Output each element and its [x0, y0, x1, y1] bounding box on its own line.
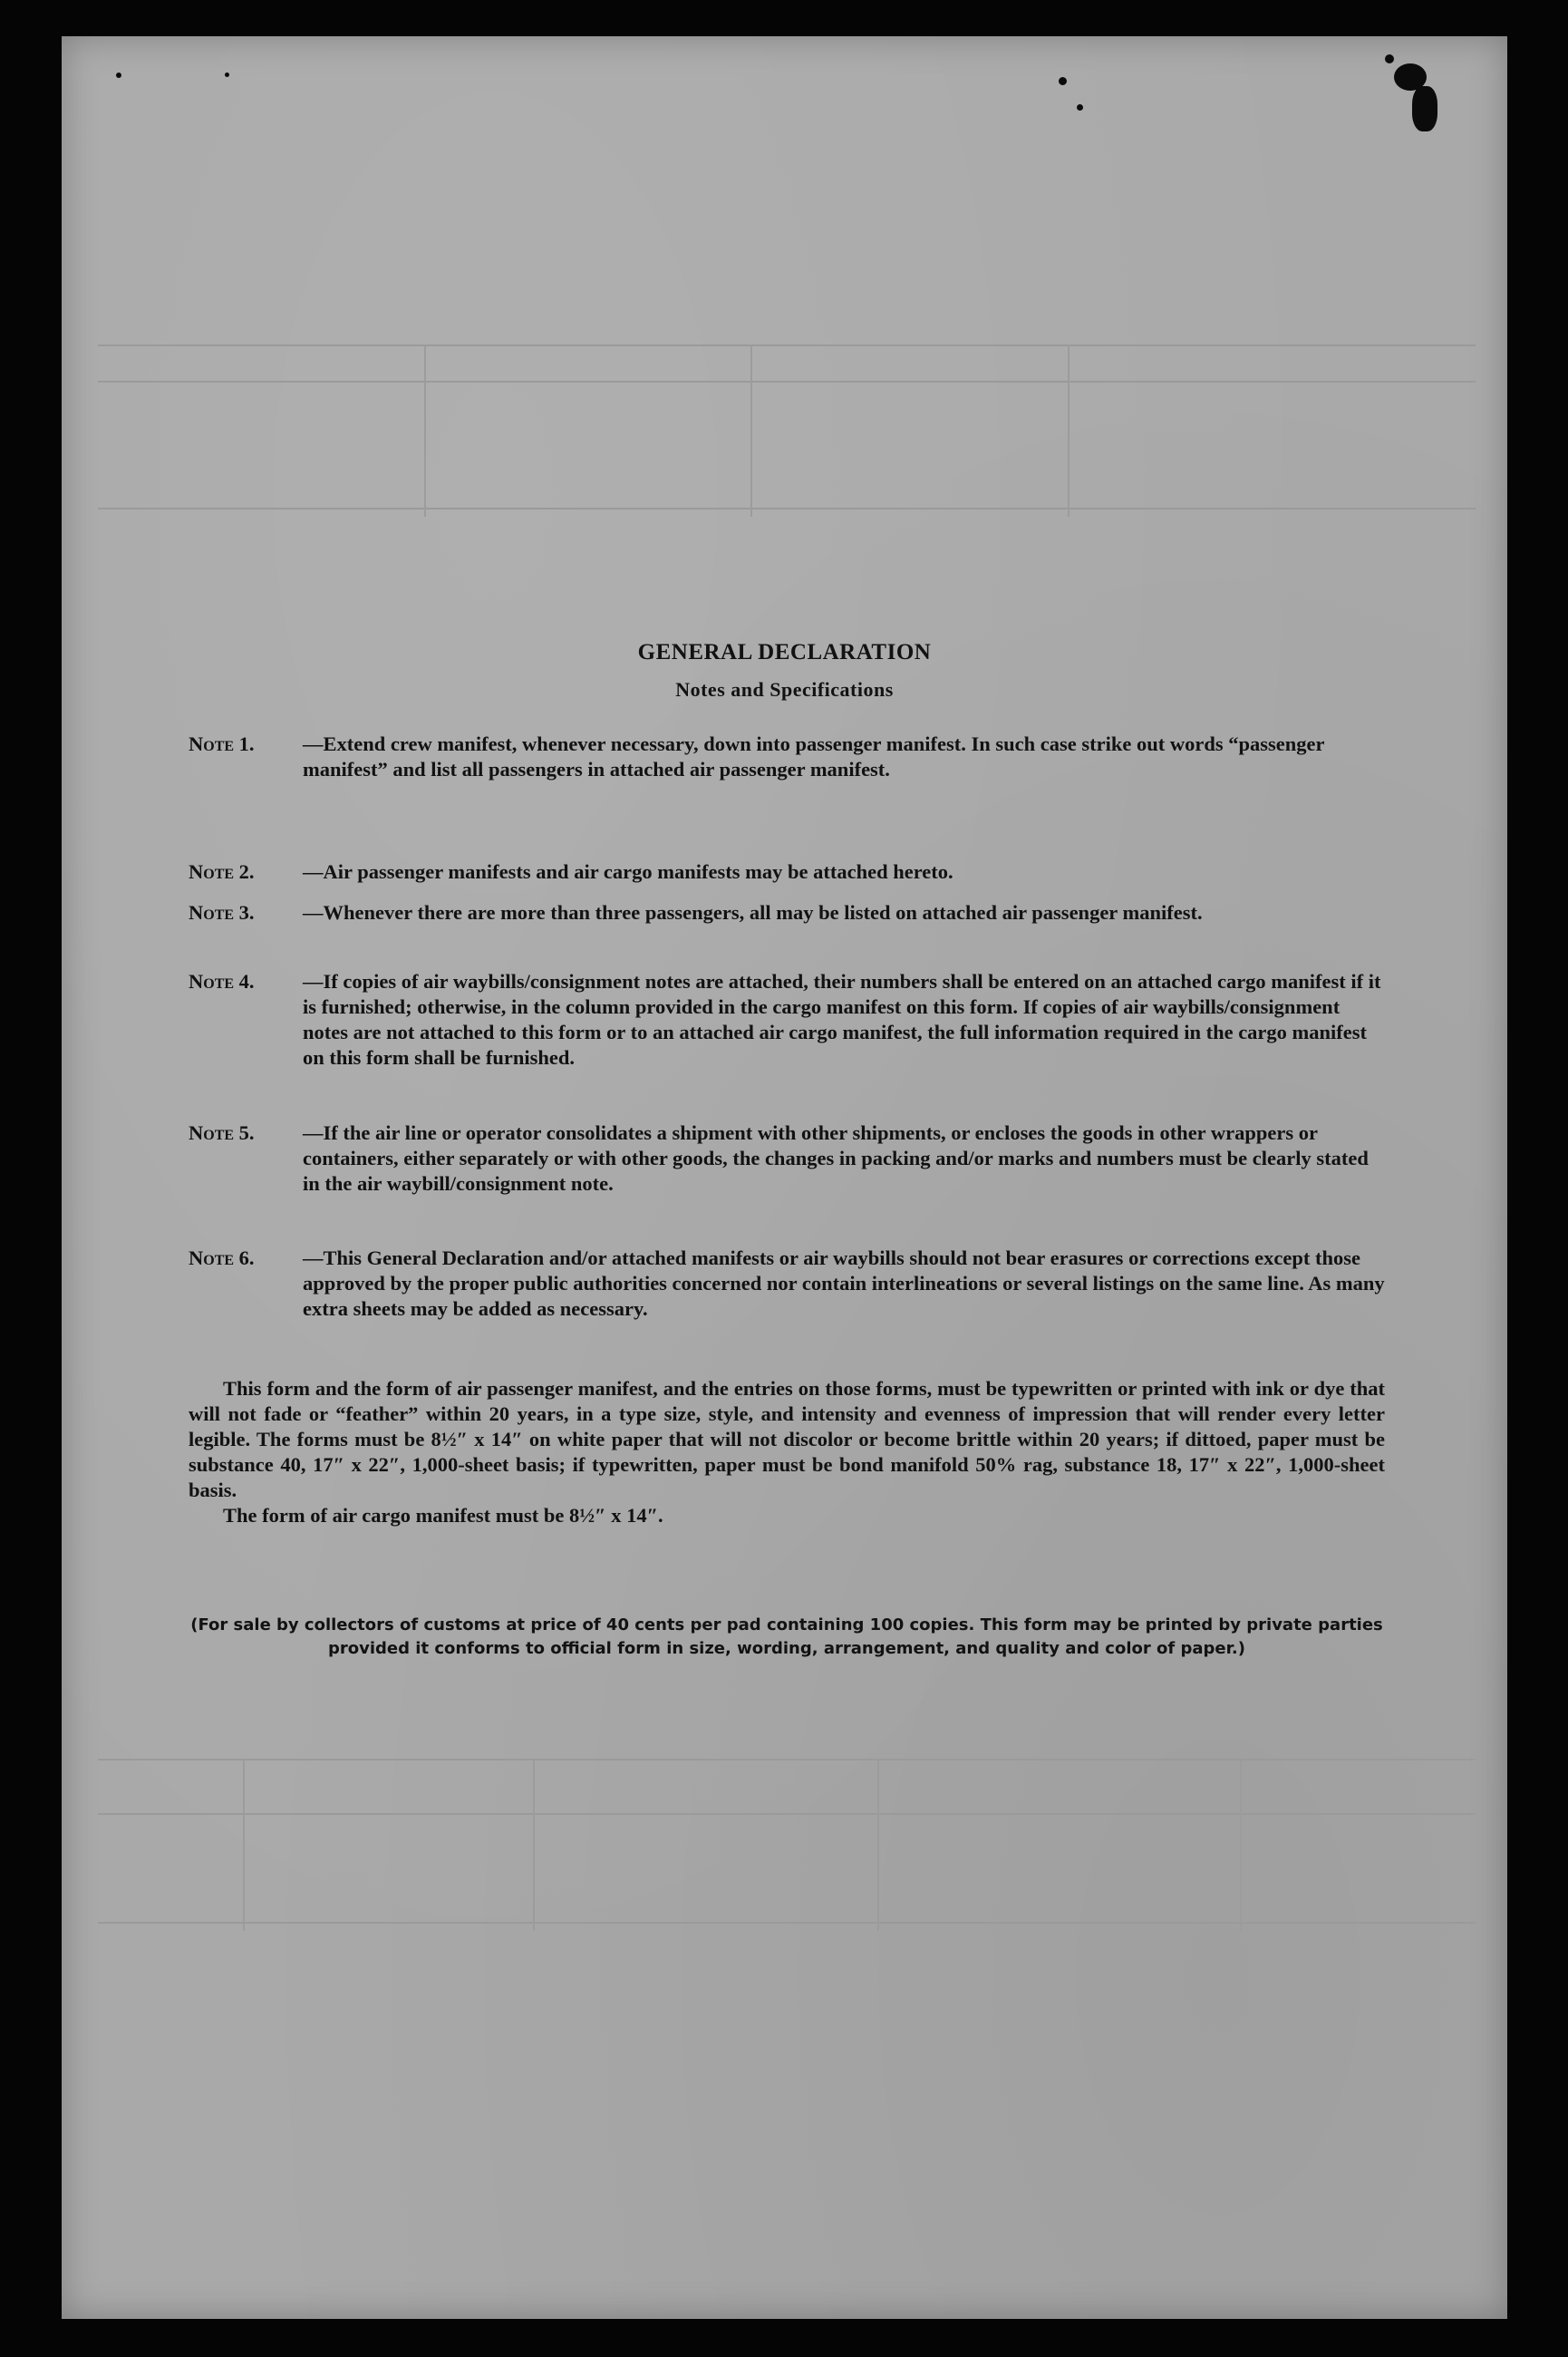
note-4 [189, 969, 1385, 1071]
note-label: Note 3. [189, 901, 255, 924]
note-text: —Extend crew manifest, whenever necessary, down into passenger manifest. In such case strike out words “passenger manifest” and list all passengers in attached air passenger manifest. [303, 732, 1325, 781]
specification-paragraph [189, 1376, 1385, 1528]
note-label: Note 1. [189, 732, 255, 755]
document-content [62, 36, 1507, 2319]
note-1 [189, 732, 1385, 782]
cargo-manifest-size-text: The form of air cargo manifest must be 8½″ x 14″. [223, 1504, 663, 1527]
note-5 [189, 1120, 1385, 1197]
note-text: —This General Declaration and/or attached manifests or air waybills should not bear erasures or corrections except those approved by the proper public authorities concerned nor contain interlineations or several listings on the same line. As many extra sheets may be added as necessary. [303, 1246, 1385, 1320]
note-label: Note 4. [189, 970, 255, 993]
note-text: —Whenever there are more than three passengers, all may be listed on attached air passenger manifest. [303, 901, 1203, 924]
document-subtitle: Notes and Specifications [675, 678, 894, 701]
note-label: Note 5. [189, 1121, 255, 1144]
note-text: —If copies of air waybills/consignment notes are attached, their numbers shall be entered on an attached cargo manifest if it is furnished; otherwise, in the column provided in the cargo manifest on this form. If copies of air waybills/consignment notes are not attached to this form or to an attached air cargo manifest, the full information required in the cargo manifest on this form shall be furnished. [303, 970, 1381, 1069]
note-2 [189, 859, 1385, 885]
note-label: Note 6. [189, 1246, 255, 1269]
note-text: —If the air line or operator consolidates a shipment with other shipments, or encloses the goods in other wrappers or containers, either separately or with other goods, the changes in packing and/or marks and numbers must be clearly stated in the air waybill/consignment note. [303, 1121, 1369, 1195]
paper-specification-text: This form and the form of air passenger manifest, and the entries on those forms, must be typewritten or printed with ink or dye that will not fade or “feather” within 20 years, in a type size, style, and intensity and evenness of impression that will render every letter legible. The forms must be 8½″ x 14″ on white paper that will not discolor or become brittle within 20 years; if dittoed, paper must be substance 40, 17″ x 22″, 1,000-sheet basis; if typewritten, paper must be bond manifold 50% rag, substance 18, 17″ x 22″, 1,000-sheet basis. [189, 1377, 1385, 1501]
note-3 [189, 900, 1385, 926]
document-title: GENERAL DECLARATION [637, 640, 932, 664]
note-label: Note 2. [189, 860, 255, 883]
note-6 [189, 1246, 1385, 1322]
note-text: —Air passenger manifests and air cargo manifests may be attached hereto. [303, 860, 953, 883]
sale-notice: (For sale by collectors of customs at price of 40 cents per pad containing 100 copies. This form may be printed by private parties provided it conforms to official form in size, wording, arrangement, and quality and color of paper.) [190, 1615, 1383, 1658]
document-page [62, 36, 1507, 2319]
